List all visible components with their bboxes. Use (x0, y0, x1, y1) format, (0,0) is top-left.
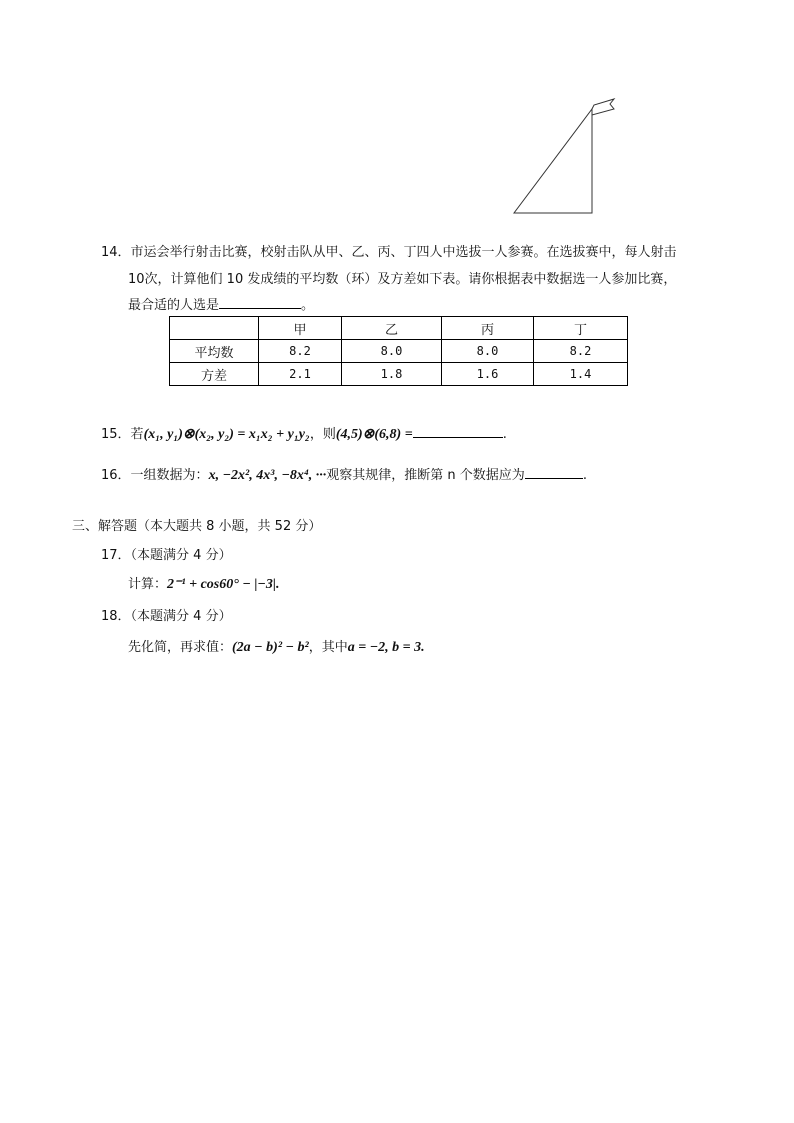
q14-text-line1: 市运会举行射击比赛，校射击队从甲、乙、丙、丁四人中选拔一人参赛。在选拔赛中，每人射击 (130, 245, 677, 260)
q17-number: 17． (101, 548, 131, 563)
q18-header (101, 605, 232, 624)
q14-answer-blank (219, 294, 301, 309)
q18-label: 先化简，再求值： (128, 640, 233, 655)
table-row-label: 平均数 (170, 340, 259, 363)
table-header-row (170, 317, 628, 340)
section3-title: 三、解答题（本大题共 8 小题，共 52 分） (72, 519, 322, 534)
q14-text-line3-end: 。 (301, 298, 315, 313)
q16-number: 16． (101, 468, 131, 483)
q15-prefix: 若 (130, 427, 144, 442)
q16-suffix: 观察其规律，推断第 n 个数据应为 (326, 468, 525, 483)
q14-text-line2: 10次，计算他们 10 发成绩的平均数（环）及方差如下表。请你根据表中数据选一人参加比赛， (128, 272, 677, 287)
q14-line1 (101, 241, 677, 260)
q15-formula: (x₁, y₁)⊗(x₂, y₂) = x₁x₂ + y₁y₂ (143, 427, 310, 442)
q15-number: 15． (101, 427, 131, 442)
q16-answer-blank (525, 464, 583, 479)
table-cell: 8.0 (342, 340, 442, 363)
q14-number: 14． (101, 245, 131, 260)
table-row-label: 方差 (170, 363, 259, 386)
table-row (170, 363, 628, 386)
triangle-shape (514, 109, 592, 213)
q15-expr: (4,5)⊗(6,8) = (335, 427, 413, 442)
q15-middle: ，则 (309, 427, 336, 442)
q18-middle: ，其中 (308, 640, 348, 655)
table-header-empty (170, 317, 259, 340)
q17-body (128, 573, 279, 593)
q16-prefix: 一组数据为： (130, 468, 209, 483)
table-cell: 2.1 (259, 363, 342, 386)
q17-expr: 2⁻¹ + cos60° − |−3|. (167, 577, 280, 592)
table-cell: 8.2 (534, 340, 628, 363)
q17-header (101, 544, 232, 563)
table-header-jia: 甲 (259, 317, 342, 340)
q16-line (101, 464, 587, 484)
q14-line3 (128, 294, 314, 313)
flagpole-triangle-figure (505, 95, 625, 220)
q18-score: （本题满分 4 分） (130, 609, 232, 624)
table-header-yi: 乙 (342, 317, 442, 340)
table-cell: 1.4 (534, 363, 628, 386)
q18-body (128, 636, 425, 656)
table-cell: 8.0 (442, 340, 534, 363)
q18-number: 18． (101, 609, 131, 624)
table-header-bing: 丙 (442, 317, 534, 340)
q17-score: （本题满分 4 分） (130, 548, 232, 563)
flag-shape (592, 99, 614, 115)
table-row (170, 340, 628, 363)
q15-line (101, 423, 507, 443)
table-cell: 8.2 (259, 340, 342, 363)
q17-label: 计算： (128, 577, 168, 592)
q16-end: . (582, 468, 587, 483)
q15-end: . (502, 427, 507, 442)
q18-expr: (2a − b)² − b² (232, 640, 309, 655)
q15-answer-blank (413, 423, 503, 438)
score-table (169, 316, 628, 386)
q16-sequence: x, −2x², 4x³, −8x⁴, ··· (208, 468, 327, 483)
q18-condition: a = −2, b = 3. (347, 640, 425, 655)
table-cell: 1.8 (342, 363, 442, 386)
table-header-ding: 丁 (534, 317, 628, 340)
table-cell: 1.6 (442, 363, 534, 386)
q14-text-line3: 最合适的人选是 (128, 298, 220, 313)
